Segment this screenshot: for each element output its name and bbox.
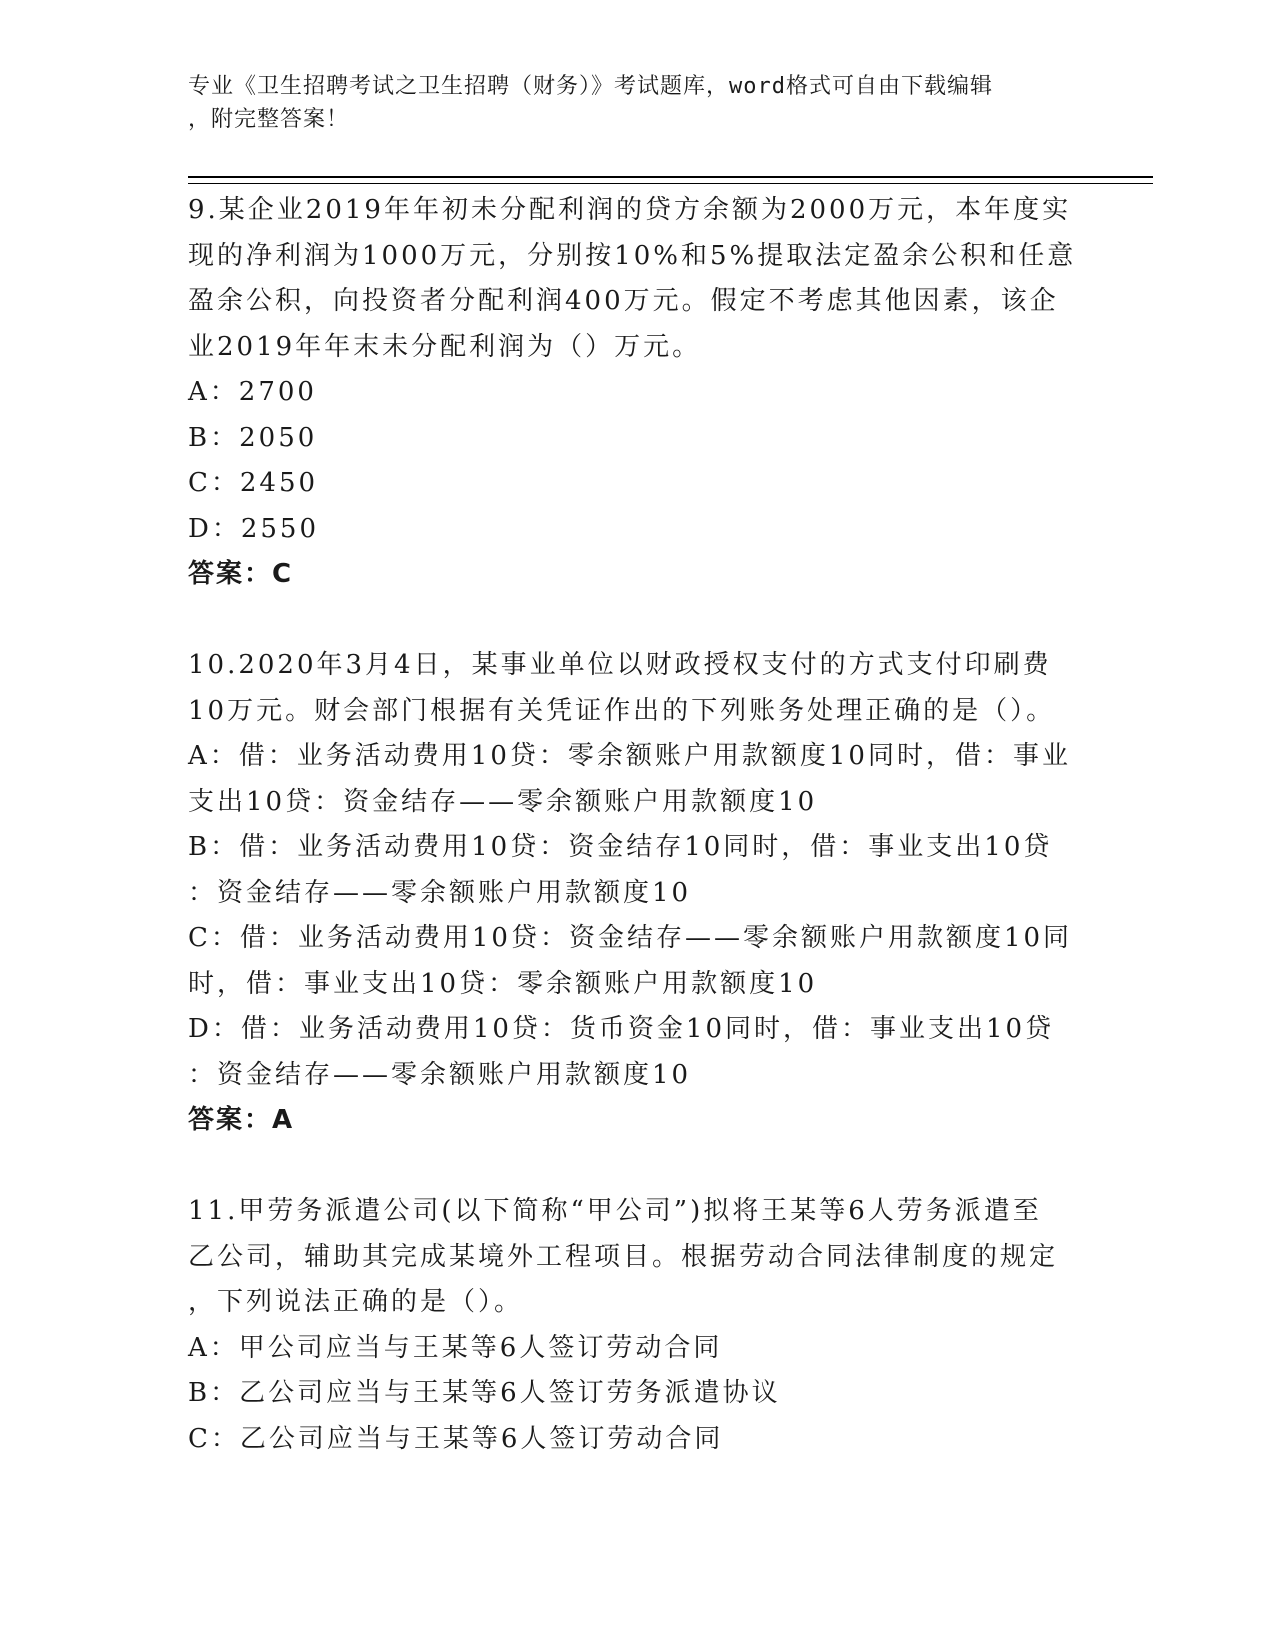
question-text-line: 11.甲劳务派遣公司(以下简称“甲公司”)拟将王某等6人劳务派遣至 <box>188 1196 1042 1226</box>
question-text-line: 乙公司，辅助其完成某境外工程项目。根据劳动合同法律制度的规定 <box>188 1241 1059 1272</box>
question-text-line: ，下列说法正确的是（）。 <box>188 1287 524 1317</box>
option-line: B：2050 <box>188 422 318 453</box>
spacer <box>188 598 1078 644</box>
option-line: 时，借：事业支出10贷：零余额账户用款额度10 <box>188 968 818 999</box>
header-line: 专业《卫生招聘考试之卫生招聘（财务）》考试题库，word格式可自由下载编辑 <box>188 74 993 99</box>
option-line: A：2700 <box>188 377 317 407</box>
option-line: B：乙公司应当与王某等6人签订劳务派遣协议 <box>188 1378 781 1408</box>
option-line: ：资金结存——零余额账户用款额度10 <box>188 877 692 908</box>
header-divider <box>188 176 1153 178</box>
option-line: C：乙公司应当与王某等6人签订劳动合同 <box>188 1423 724 1454</box>
option-line: A：甲公司应当与王某等6人签订劳动合同 <box>188 1332 723 1363</box>
header-line: ，附完整答案！ <box>188 107 350 132</box>
spacer <box>188 1144 1078 1190</box>
option-line: D：2550 <box>188 513 320 544</box>
question-list <box>188 188 1078 1462</box>
answer-line: 答案：A <box>188 1105 295 1135</box>
question-item <box>188 1189 1078 1462</box>
option-line: D：借：业务活动费用10贷：货币资金10同时，借：事业支出10贷 <box>188 1014 1055 1044</box>
header-divider <box>188 183 1153 184</box>
question-text-line: 10.2020年3月4日，某事业单位以财政授权支付的方式支付印刷费 <box>188 650 1052 680</box>
question-text-line: 业2019年年末未分配利润为（）万元。 <box>188 331 702 362</box>
question-item <box>188 188 1078 598</box>
option-line: C：借：业务活动费用10贷：资金结存——零余额账户用款额度10同 <box>188 923 1073 953</box>
option-line: C：2450 <box>188 468 319 498</box>
question-text-line: 9.某企业2019年年初未分配利润的贷方余额为2000万元，本年度实 <box>188 195 1072 225</box>
question-text-line: 盈余公积，向投资者分配利润400万元。假定不考虑其他因素，该企 <box>188 286 1059 316</box>
option-line: 支出10贷：资金结存——零余额账户用款额度10 <box>188 786 818 817</box>
question-text-line: 现的净利润为1000万元，分别按10%和5%提取法定盈余公积和任意 <box>188 240 1077 271</box>
question-text-line: 10万元。财会部门根据有关凭证作出的下列账务处理正确的是（）。 <box>188 695 1056 726</box>
document-header <box>188 70 1088 136</box>
option-line: A：借：业务活动费用10贷：零余额账户用款额度10同时，借：事业 <box>188 741 1071 771</box>
option-line: B：借：业务活动费用10贷：资金结存10同时，借：事业支出10贷 <box>188 832 1053 862</box>
option-line: ：资金结存——零余额账户用款额度10 <box>188 1059 692 1090</box>
answer-line: 答案：C <box>188 559 294 589</box>
question-item <box>188 643 1078 1144</box>
